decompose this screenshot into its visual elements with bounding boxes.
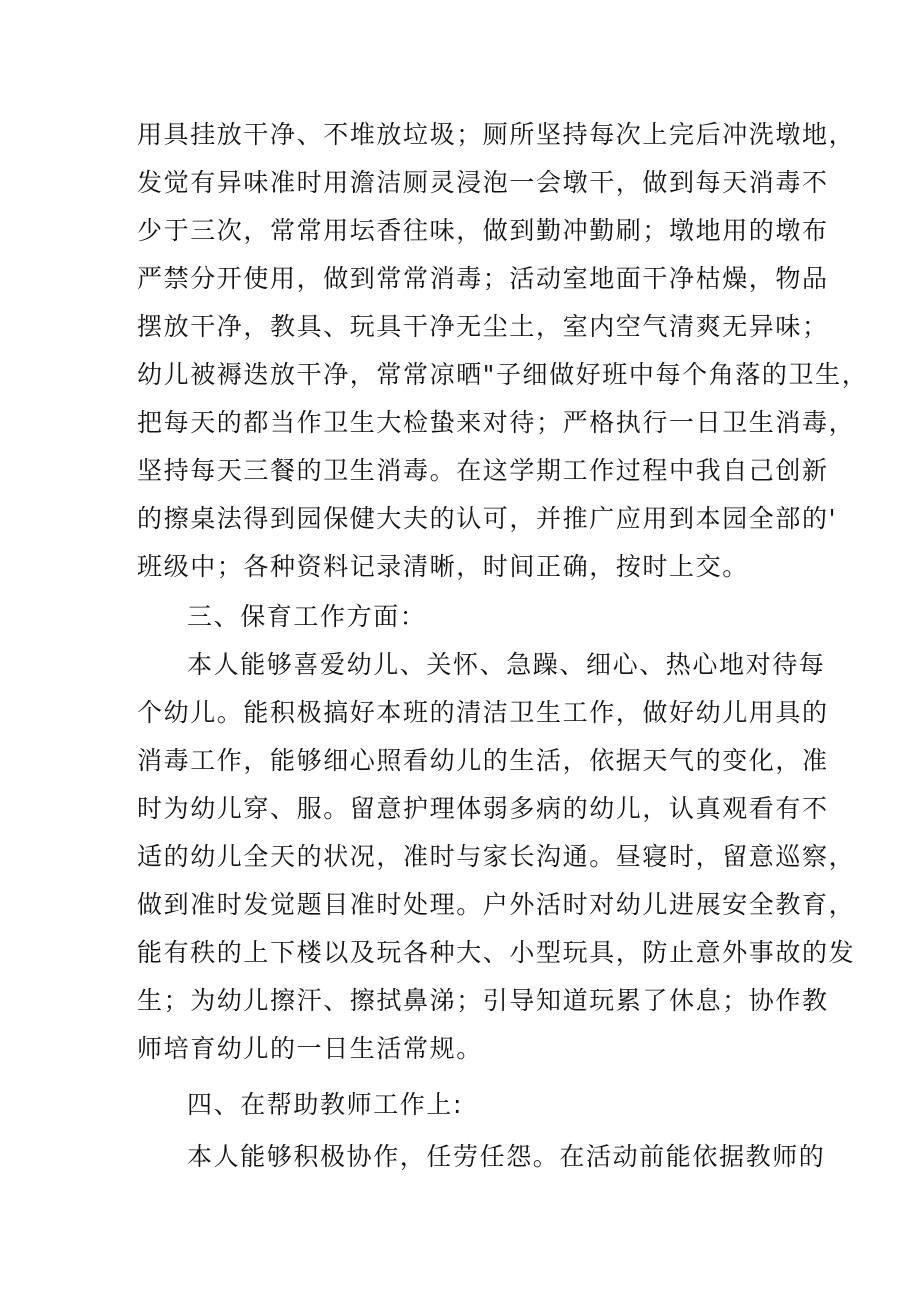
text-line: 班级中；各种资料记录清晰，时间正确，按时上交。: [137, 552, 749, 581]
text-line: 坚持每天三餐的卫生消毒。在这学期工作过程中我自己创新: [137, 456, 829, 485]
text-line: 生；为幼儿擦汗、擦拭鼻涕；引导知道玩累了休息；协作教: [137, 986, 829, 1015]
text-line: 用具挂放干净、不堆放垃圾；厕所坚持每次上完后冲洗墩地，: [137, 120, 856, 149]
text-line: 适的幼儿全天的状况，准时与家长沟通。昼寝时，留意巡察，: [137, 842, 856, 871]
section-heading: 四、在帮助教师工作上:: [187, 1090, 464, 1119]
section-heading: 三、保育工作方面：: [187, 602, 427, 631]
text-line: 本人能够积极协作，任劳任怨。在活动前能依据教师的: [187, 1142, 826, 1171]
text-line: 幼儿被褥迭放干净，常常凉晒"子细做好班中每个角落的卫生，: [137, 360, 869, 389]
text-line: 本人能够喜爱幼儿、关怀、急躁、细心、热心地对待每: [187, 650, 826, 679]
text-line: 做到准时发觉题目准时处理。户外活时对幼儿进展安全教育，: [137, 890, 856, 919]
text-line: 的擦桌法得到园保健大夫的认可，并推广应用到本园全部的': [137, 504, 838, 533]
text-line: 个幼儿。能积极搞好本班的清洁卫生工作，做好幼儿用具的: [137, 698, 829, 727]
text-line: 摆放干净，教具、玩具干净无尘土，室内空气清爽无异味；: [137, 312, 829, 341]
text-line: 把每天的都当作卫生大检蛰来对待；严格执行一日卫生消毒，: [137, 408, 856, 437]
text-line: 发觉有异味准时用澹洁厕灵浸泡一会墩干，做到每天消毒不: [137, 168, 829, 197]
text-line: 消毒工作，能够细心照看幼儿的生活，依据天气的变化，准: [137, 746, 829, 775]
text-line: 能有秩的上下楼以及玩各种大、小型玩具，防止意外事故的发: [137, 938, 856, 967]
text-line: 严禁分开使用，做到常常消毒；活动室地面干净枯燥，物品: [137, 264, 829, 293]
text-line: 少于三次，常常用坛香往味，做到勤冲勤刷；墩地用的墩布: [137, 216, 829, 245]
text-line: 时为幼儿穿、服。留意护理体弱多病的幼儿，认真观看有不: [137, 794, 829, 823]
text-line: 师培育幼儿的一日生活常规。: [137, 1034, 483, 1063]
